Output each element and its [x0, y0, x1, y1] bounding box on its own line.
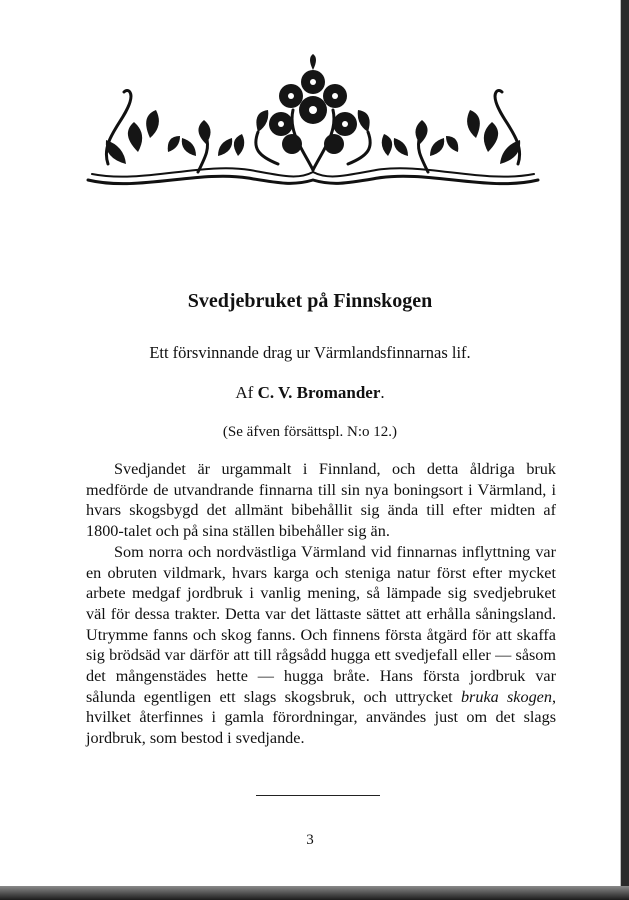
article-subtitle: Ett försvinnande drag ur Värmlandsfinnarnas lif.: [149, 343, 471, 362]
page-number: 3: [306, 832, 314, 848]
article-title: Svedjebruket på Finnskogen: [187, 290, 433, 312]
paragraph-2-text: Som norra och nordvästliga Värmland vid finnarnas inflyttning var en obruten vildmark, hvars karga och steniga natur först efter mycket arbete medgaf jordbruk i vanlig mening, så lämpade sig svedjebruket väl för dessa trakter. Detta var det lättaste sättet att erhålla såningsland. Utrymme fanns och skog fanns. Och finnens första åtgärd för att skaffa sig brödsäd var därför att till rågsådd hugga ett svedjefall eller — såsom det mångenstädes hette — hugga bråte. Hans första jordbruk var sålunda egentligen ett slags skogsbruk, och uttrycket: [86, 542, 556, 706]
article-body: [86, 459, 556, 749]
author-line: [0, 383, 620, 403]
paragraph-1: Svedjandet är urgammalt i Finnland, och detta åldriga bruk medförde de utvandrande finnarna till sin nya boningsort i Värmland, i hvars skogsbygd det allmänt bibehållit sig ända till efter midten af 1800-talet och på sina ställen bibehåller sig än.: [86, 460, 556, 541]
floral-ornament-icon: [78, 52, 548, 202]
author-prefix: Af: [235, 383, 254, 402]
paragraph-2-text-end: , hvilket återfinnes i gamla förordningar, användes just om det slags jordbruk, som bestod i svedjande.: [86, 687, 557, 748]
author-suffix: .: [380, 383, 385, 402]
paragraph-2: [86, 542, 556, 749]
plate-reference: (Se äfven försättspl. N:o 12.): [222, 424, 398, 440]
paragraph-2-emphasis: bruka skogen: [460, 687, 552, 706]
author-name: C. V. Bromander: [257, 383, 381, 402]
section-divider: [256, 795, 380, 796]
scan-edge: [0, 886, 629, 900]
